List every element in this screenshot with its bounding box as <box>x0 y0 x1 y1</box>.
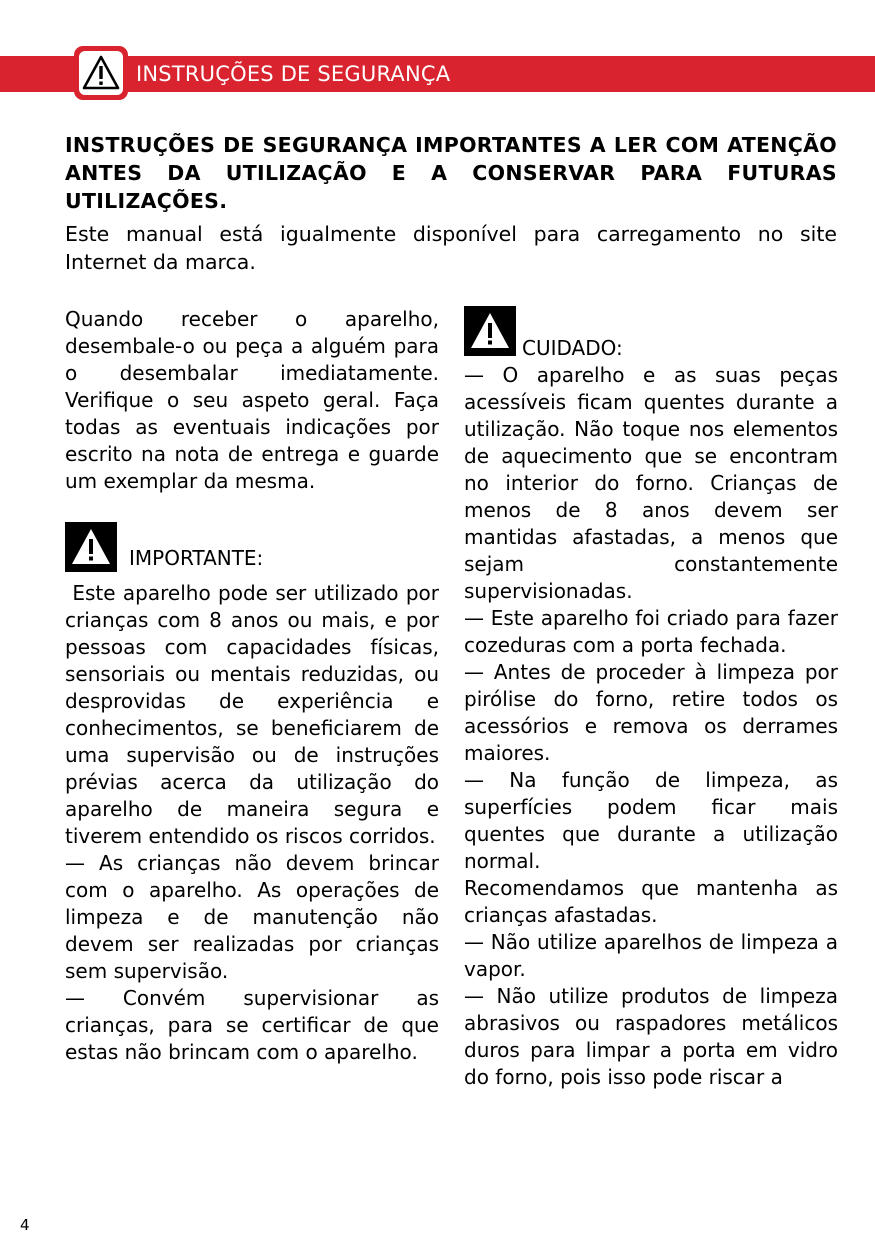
receiving-paragraph: Quando receber o aparelho, desembale-o ou peça a alguém para o desembalar imediatamente. Verifique o seu aspeto geral. Faça todas as eventuais indicações por escrito na nota de entrega e guarde um exemplar da mesma. <box>65 307 439 493</box>
caution-heading <box>464 306 838 360</box>
intro-section <box>65 131 837 276</box>
caution-paragraph: — O aparelho e as suas peças acessíveis ficam quentes durante a utilização. Não toque nos elementos de aquecimento que se encontram no interior do forno. Crianças de menos de 8 anos devem ser mantidas afastadas, a menos que sejam constantemente supervisionadas. <box>464 363 838 603</box>
right-column <box>464 306 838 1091</box>
important-paragraph: — Convém supervisionar as crianças, para se certificar de que estas não brincam com o aparelho. <box>65 986 439 1064</box>
warning-triangle-icon <box>81 54 121 92</box>
caution-icon <box>464 306 516 356</box>
important-paragraph: — As crianças não devem brincar com o aparelho. As operações de limpeza e de manutenção não devem ser realizadas por crianças sem supervisão. <box>65 851 439 983</box>
caution-paragraph: — Não utilize produtos de limpeza abrasivos ou raspadores metálicos duros para limpar a porta em vidro do forno, pois isso pode riscar a <box>464 984 838 1089</box>
caution-paragraph: — Na função de limpeza, as superfícies podem ficar mais quentes que durante a utilização normal. <box>464 768 838 873</box>
caution-label: CUIDADO: <box>522 336 623 360</box>
caution-paragraph: — Este aparelho foi criado para fazer cozeduras com a porta fechada. <box>464 606 838 657</box>
intro-text: Este manual está igualmente disponível para carregamento no site Internet da marca. <box>65 222 837 274</box>
intro-heading: INSTRUÇÕES DE SEGURANÇA IMPORTANTES A LER COM ATENÇÃO ANTES DA UTILIZAÇÃO E A CONSERVAR PARA FUTURAS UTILIZAÇÕES. <box>65 133 837 213</box>
left-column <box>65 306 446 1066</box>
header-badge <box>74 46 128 100</box>
caution-paragraph: — Antes de proceder à limpeza por pirólise do forno, retire todos os acessórios e remova os derrames maiores. <box>464 660 838 765</box>
caution-paragraph: Recomendamos que mantenha as crianças afastadas. <box>464 876 838 927</box>
important-heading <box>65 522 439 572</box>
caution-paragraph: — Não utilize aparelhos de limpeza a vapor. <box>464 930 838 981</box>
warning-icon <box>65 522 117 572</box>
important-label: IMPORTANTE: <box>129 546 264 570</box>
page-number: 4 <box>20 1216 30 1234</box>
header-title: INSTRUÇÕES DE SEGURANÇA <box>136 62 451 86</box>
important-paragraph: Este aparelho pode ser utilizado por crianças com 8 anos ou mais, e por pessoas com capacidades físicas, sensoriais ou mentais reduzidas, ou desprovidas de experiência e conhecimentos, se beneficiarem de uma supervisão ou de instruções prévias acerca da utilização do aparelho de maneira segura e tiverem entendido os riscos corridos. <box>65 581 446 848</box>
